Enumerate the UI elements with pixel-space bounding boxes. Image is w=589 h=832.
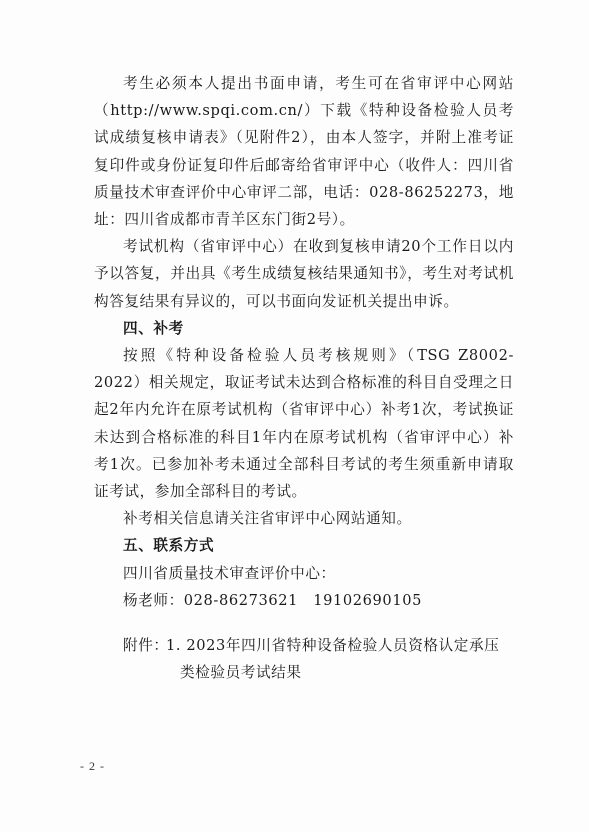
attachment-item-line1: 1. 2023年四川省特种设备检验人员资格认定承压 <box>166 637 500 655</box>
contact-organization: 四川省质量技术审查评价中心： <box>123 564 336 582</box>
page-number: - 2 - <box>80 759 105 773</box>
section-heading-makeup-exam: 四、补考 <box>123 319 184 337</box>
paragraph-review-application: 考生必须本人提出书面申请，考生可在省审评中心网站（http://www.spqi.com.cn/）下载《特种设备检验人员考试成绩复核申请表》（见附件2），由本人签字，并附上准考证复印件或身份证复印件后邮寄给省审评中心（收件人：四川省质量技术审查评价中心审评二部，电话：028-86252273，地址：四川省成都市青羊区东门街2号）。 <box>94 75 514 229</box>
paragraph-review-response: 考试机构（省审评中心）在收到复核申请20个工作日以内予以答复，并出具《考生成绩复核结果通知书》，考生对考试机构答复结果有异议的，可以书面向发证机关提出申诉。 <box>94 238 514 310</box>
attachment-item-line2: 类检验员考试结果 <box>180 664 302 682</box>
attachment-item <box>164 632 514 686</box>
section-heading-contact: 五、联系方式 <box>123 537 215 555</box>
attachment-block <box>94 632 514 686</box>
paragraph-makeup-rules: 按照《特种设备检验人员考核规则》（TSG Z8002-2022）相关规定，取证考试未达到合格标准的科目自受理之日起2年内允许在原考试机构（省审评中心）补考1次，考试换证未达到合格标准的科目1年内在原考试机构（省审评中心）补考1次。已参加补考未通过全部科目考试的考生须重新申请取证考试，参加全部科目的考试。 <box>94 347 514 501</box>
contact-person-phone: 杨老师：028-86273621 19102690105 <box>123 591 422 609</box>
attachment-label: 附件： <box>123 637 169 655</box>
paragraph-makeup-notice: 补考相关信息请关注省审评中心网站通知。 <box>123 510 412 528</box>
document-body <box>94 70 514 686</box>
